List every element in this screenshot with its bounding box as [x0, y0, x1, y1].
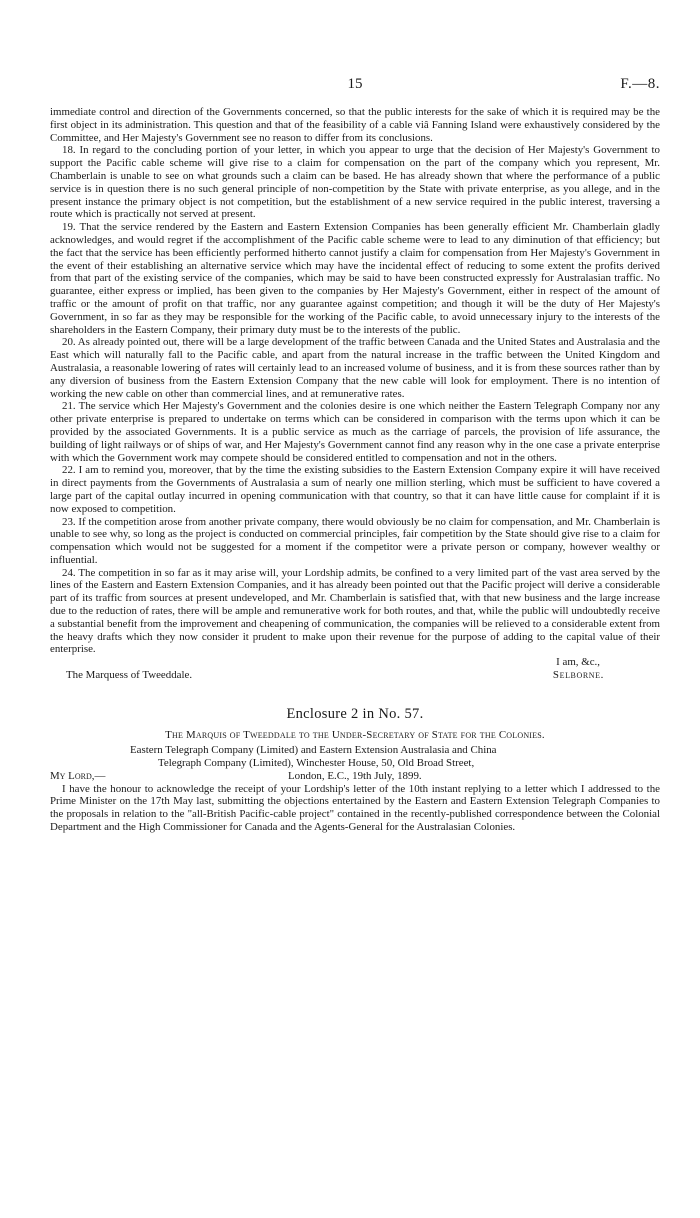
- paragraph-24: 24. The competition in so far as it may arise will, your Lordship admits, be confined to a very limited part of the vast area served by the lines of the Eastern and Eastern Extension Companies, and it has already been pointed out that the Pacific project will derive a considerable part of its traffic from sources at present undeveloped, and Mr. Chamberlain is satisfied that, with that new business and the large increase due to the reduction of rates, there will be ample and remunerative work for both routes, and that, while the public will undoubtedly receive a substantial benefit from the improvement and cheapening of communication, the companies will be relieved to a considerable extent from the heavy drafts which they now consider it prudent to make upon their revenue for the purpose of adding to the capital value of their enterprise.: [50, 566, 660, 656]
- document-reference: F.—8.: [620, 76, 660, 92]
- paragraph-22: 22. I am to remind you, moreover, that by the time the existing subsidies to the Eastern Extension Company expire it will have received in direct payments from the Governments of Australasia a sum of nearly one million sterling, which must be sufficient to have covered a large part of the capital outlay incurred in opening communication with that country, so that it can have little cause for complaint if it is now exposed to competition.: [50, 464, 660, 515]
- letterhead-line-2: Telegraph Company (Limited), Winchester House, 50, Old Broad Street,: [158, 757, 475, 770]
- closing-salutation: I am, &c.,: [556, 656, 600, 669]
- place-date: London, E.C., 19th July, 1899.: [288, 769, 422, 782]
- letterhead-line-1: Eastern Telegraph Company (Limited) and Eastern Extension Australasia and China: [130, 744, 497, 757]
- page-number: 15: [347, 76, 363, 92]
- greeting: My Lord,—: [50, 769, 106, 782]
- page-header: [50, 76, 660, 100]
- paragraph-23: 23. If the competition arose from another private company, there would obviously be no claim for compensation, and Mr. Chamberlain is unable to see why, so long as the project is conducted on commercial principles, fair competition by the State should give rise to a claim for compensation which would not be suggested for a moment if the competitor were a private person or company, however wealthy or influential.: [50, 515, 660, 566]
- enclosure-subtitle: The Marquis of Tweeddale to the Under-Secretary of State for the Colonies.: [165, 729, 545, 742]
- paragraph-21: 21. The service which Her Majesty's Government and the colonies desire is one which neither the Eastern Telegraph Company nor any other private enterprise is prepared to undertake on terms which can be considered in comparison with the terms upon which it can be provided by the associated Governments. It is a public service as much as the carriage of parcels, the provision of life assurance, the building of light railways or of ships of war, and Her Majesty's Government cannot find any reason why in the one case a private enterprise with which the Government work may compete should be considered entitled to compensation and not in the others.: [50, 400, 660, 464]
- enclosure-body: [50, 783, 660, 834]
- paragraph-19: 19. That the service rendered by the Eastern and Eastern Extension Companies has been generally efficient Mr. Chamberlain gladly acknowledges, and would regret if the accomplishment of the Pacific cable scheme were to lead to any diminution of that efficiency; but the fact that the service has been efficiently performed hitherto cannot justify a claim for compensation from Her Majesty's Government in the event of their establishing an alternative service which may have the incidental effect of reducing to some extent the profits derived from that part of the existing service of the companies, which may be said to have been constructed expressly for Australasian traffic. No guarantee, either express or implied, has been given to the companies by Her Majesty's Government, either in respect of the amount of traffic or the amount of profit on that traffic, nor any guarantee against competition; and though it will be the duty of Her Majesty's Government, in so far as they may be responsible for the working of the Pacific cable, to avoid unnecessary injury to the interests of the shareholders in the Eastern Company, their primary duty must be to the interests of the public.: [50, 221, 660, 336]
- enclosure-title: Enclosure 2 in No. 57.: [286, 706, 424, 723]
- addressee: The Marquess of Tweeddale.: [66, 669, 193, 682]
- signature: Selborne.: [552, 669, 604, 682]
- letter-body: [50, 106, 660, 656]
- paragraph-continuation: immediate control and direction of the Governments concerned, so that the public interests for the sake of which it is required may be the first object in its administration. This question and that of the feasibility of a cable viâ Fanning Island were exhaustively considered by the Committee, and Her Majesty's Government see no reason to differ from its conclusions.: [50, 106, 660, 144]
- paragraph-18: 18. In regard to the concluding portion of your letter, in which you appear to urge that the decision of Her Majesty's Government to support the Pacific cable scheme will give rise to a claim for compensation on the part of the company which you represent, Mr. Chamberlain is unable to see on what grounds such a claim can be based. He has already shown that where the performance of a public service is in question there is no such general principle of non-competition by the State with private enterprise, as you allege, and in the present instance the primary object is not competition, but the establishment of a new service required in the public interest, traversing a route which is practically not served at present.: [50, 144, 660, 221]
- paragraph-20: 20. As already pointed out, there will be a large development of the traffic between Canada and the United States and Australasia and the East which will naturally fall to the Pacific cable, and apart from the natural increase in the traffic between the United Kingdom and Australasia, a reasonable lowering of rates will certainly lead to an increased volume of business, and it is from these sources rather than by any diversion of business from the Eastern Extension Company that the new cable will look for employment. There is no intention of working the new cable on other than commercial lines, and at remunerative rates.: [50, 336, 660, 400]
- document-page: [50, 76, 660, 834]
- letter-closing: [50, 656, 660, 684]
- enclosure-paragraph: I have the honour to acknowledge the receipt of your Lordship's letter of the 10th instant replying to a letter which I addressed to the Prime Minister on the 17th May last, submitting the objections entertained by the Eastern and Eastern Extension Telegraph Companies to the proposals in relation to the "all-British Pacific-cable project" contained in the recently-published correspondence between the Colonial Department and the High Commissioner for Canada and the Agents-General for the Australasian Colonies.: [50, 782, 660, 834]
- greeting-row: [50, 770, 660, 783]
- letterhead: [130, 744, 660, 770]
